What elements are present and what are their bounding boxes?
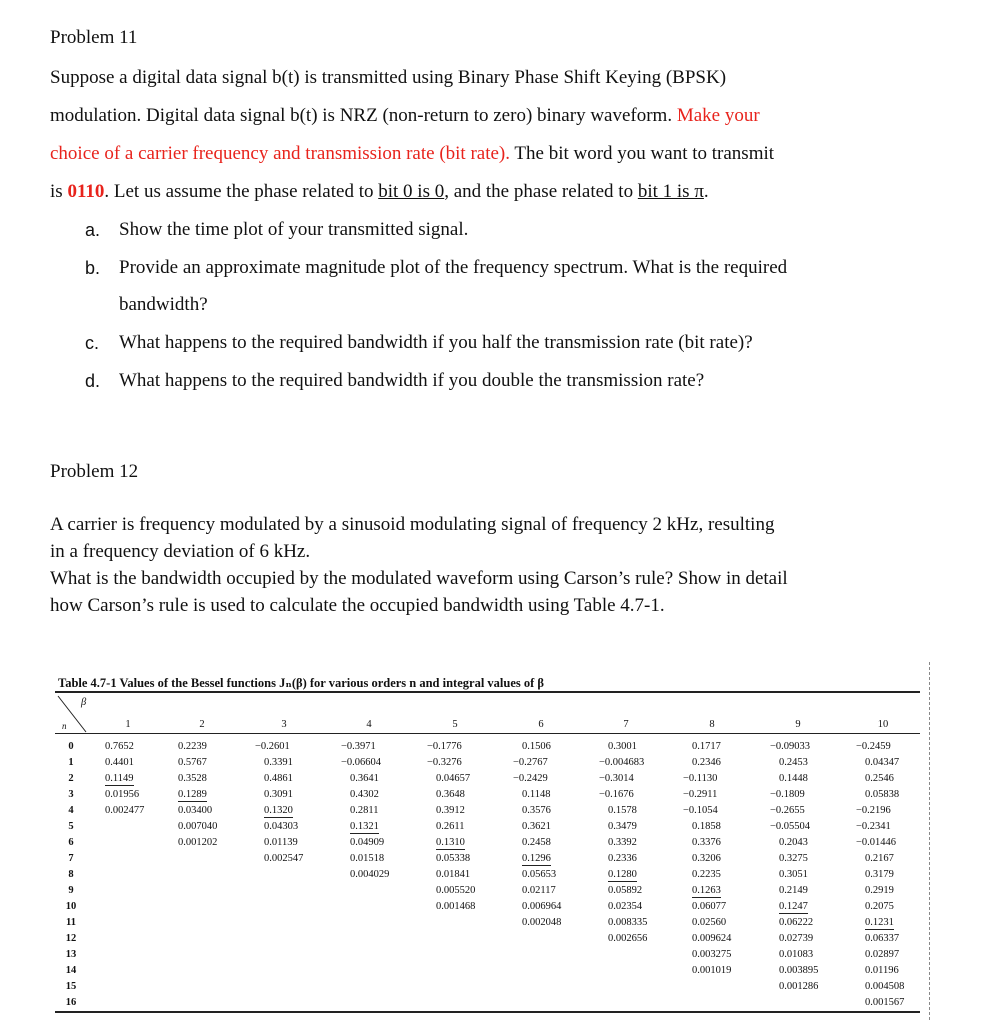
table-cell: 0.005520: [436, 885, 476, 896]
table-cell: 0.1448: [779, 773, 808, 784]
row-index-n: 3: [68, 789, 74, 800]
problem-12-title: Problem 12: [50, 461, 139, 482]
table-cell: 0.002547: [264, 853, 304, 864]
item-a-text: Show the time plot of your transmitted signal.: [119, 219, 469, 240]
table-bottom-rule: [55, 1011, 920, 1013]
row-index-n: 14: [65, 965, 77, 976]
bit-1-phase: bit 1 is π: [637, 181, 704, 202]
table-cell: 0.001567: [865, 997, 905, 1008]
table-cell: 0.2458: [522, 837, 551, 848]
table-cell: −0.2601: [255, 741, 290, 752]
row-index-n: 11: [66, 917, 76, 928]
beta-label: β: [81, 697, 87, 708]
table-cell: 0.04347: [865, 757, 900, 768]
column-header-beta: 4: [366, 719, 372, 730]
row-index-n: 4: [68, 805, 74, 816]
table-cell: 0.002656: [608, 933, 648, 944]
table-cell: 0.02354: [608, 901, 643, 912]
column-header-beta: 8: [709, 719, 715, 730]
table-cell: 0.2239: [178, 741, 207, 752]
table-cell: 0.03400: [178, 805, 213, 816]
row-index-n: 16: [65, 997, 77, 1008]
table-cell: 0.05338: [436, 853, 471, 864]
table-cell: 0.4401: [105, 757, 134, 768]
table-cell: −0.09033: [770, 741, 811, 752]
table-cell: 0.04303: [264, 821, 299, 832]
column-header-beta: 7: [623, 719, 629, 730]
table-cell: 0.003895: [779, 965, 819, 976]
table-cell: 0.3091: [264, 789, 293, 800]
table-cell: 0.06077: [692, 901, 727, 912]
row-index-n: 6: [68, 837, 74, 848]
table-cell: −0.2341: [856, 821, 891, 832]
table-cell: 0.3621: [522, 821, 551, 832]
table-cell: 0.2346: [692, 757, 721, 768]
table-cell: −0.3971: [341, 741, 376, 752]
text: is: [50, 181, 68, 202]
problem-11-title: Problem 11: [50, 27, 138, 48]
text: .: [703, 181, 709, 202]
table-cell: 0.01083: [779, 949, 814, 960]
table-cell: 0.4302: [350, 789, 379, 800]
table-cell: 0.2336: [608, 853, 637, 864]
table-cell: 0.001202: [178, 837, 218, 848]
row-index-n: 1: [68, 757, 74, 768]
table-cell: 0.1310: [436, 837, 465, 848]
table-cell: 0.003275: [692, 949, 732, 960]
row-index-n: 12: [65, 933, 77, 944]
table-cell: −0.3276: [427, 757, 462, 768]
table-cell: 0.1289: [178, 789, 207, 800]
row-index-n: 2: [68, 773, 74, 784]
table-cell: 0.3051: [779, 869, 808, 880]
table-cell: 0.002048: [522, 917, 562, 928]
table-cell: −0.2196: [856, 805, 891, 816]
item-d-text: What happens to the required bandwidth if you double the transmission rate?: [119, 370, 705, 391]
table-cell: 0.001286: [779, 981, 819, 992]
table-cell: 0.2167: [865, 853, 894, 864]
table-cell: −0.1776: [427, 741, 462, 752]
problem-11-line-1: Suppose a digital data signal b(t) is transmitted using Binary Phase Shift Keying (BPSK): [50, 67, 727, 88]
table-cell: 0.3392: [608, 837, 637, 848]
table-cell: 0.1149: [105, 773, 134, 784]
row-index-n: 5: [68, 821, 74, 832]
text: The bit word you want to transmit: [510, 143, 775, 164]
table-cell: −0.2459: [856, 741, 891, 752]
table-cell: −0.1054: [683, 805, 718, 816]
problem-12-line-2: in a frequency deviation of 6 kHz.: [50, 541, 311, 562]
table-cell: 0.009624: [692, 933, 732, 944]
text: modulation. Digital data signal b(t) is NRZ (non-return to zero) binary waveform.: [50, 105, 677, 126]
table-cell: −0.2655: [770, 805, 805, 816]
table-cell: 0.3376: [692, 837, 721, 848]
row-index-n: 10: [65, 901, 77, 912]
table-cell: 0.02560: [692, 917, 727, 928]
problem-12-line-1: A carrier is frequency modulated by a sinusoid modulating signal of frequency 2 kHz, resulting: [50, 514, 775, 535]
table-title: Table 4.7-1 Values of the Bessel functions Jₙ(β) for various orders n and integral values of β: [58, 676, 544, 690]
item-c-letter: c.: [85, 333, 100, 353]
table-cell: 0.001019: [692, 965, 732, 976]
table-cell: 0.3912: [436, 805, 465, 816]
table-cell: 0.05892: [608, 885, 643, 896]
table-cell: 0.001468: [436, 901, 476, 912]
table-cell: −0.1809: [770, 789, 805, 800]
column-header-beta: 2: [199, 719, 205, 730]
highlight-text: Make your: [676, 105, 760, 126]
table-cell: 0.1858: [692, 821, 721, 832]
table-cell: 0.3179: [865, 869, 894, 880]
table-cell: 0.3206: [692, 853, 721, 864]
table-cell: 0.006964: [522, 901, 562, 912]
table-cell: 0.1263: [692, 885, 721, 896]
table-cell: 0.3648: [436, 789, 465, 800]
table-top-rule: [55, 691, 920, 693]
table-cell: 0.7652: [105, 741, 134, 752]
table-cell: 0.2611: [436, 821, 465, 832]
text: , and the phase related to: [444, 181, 638, 202]
table-cell: −0.1130: [683, 773, 718, 784]
row-index-n: 13: [65, 949, 77, 960]
table-cell: 0.2075: [865, 901, 894, 912]
table-cell: 0.3641: [350, 773, 379, 784]
table-header-rule: [55, 733, 920, 734]
table-cell: 0.5767: [178, 757, 207, 768]
table-cell: −0.05504: [770, 821, 811, 832]
problem-12-line-4: how Carson’s rule is used to calculate the occupied bandwidth using Table 4.7-1.: [50, 595, 665, 616]
table-cell: −0.2911: [683, 789, 718, 800]
page-edge-line: [929, 662, 930, 1020]
table-cell: 0.2149: [779, 885, 808, 896]
table-cell: 0.05838: [865, 789, 900, 800]
table-cell: 0.3391: [264, 757, 293, 768]
table-cell: 0.01196: [865, 965, 899, 976]
table-cell: −0.2767: [513, 757, 548, 768]
column-header-beta: 3: [281, 719, 287, 730]
table-cell: 0.2919: [865, 885, 894, 896]
table-cell: 0.1280: [608, 869, 637, 880]
table-cell: 0.02117: [522, 885, 556, 896]
column-header-beta: 6: [538, 719, 544, 730]
bit-word: 0110: [67, 181, 105, 202]
table-cell: 0.2043: [779, 837, 808, 848]
item-a-letter: a.: [85, 220, 101, 240]
table-cell: 0.1231: [865, 917, 894, 928]
table-cell: 0.1296: [522, 853, 551, 864]
table-cell: 0.06222: [779, 917, 814, 928]
item-b-text-cont: bandwidth?: [119, 294, 208, 315]
table-cell: 0.2235: [692, 869, 721, 880]
table-cell: 0.01841: [436, 869, 471, 880]
table-cell: 0.3528: [178, 773, 207, 784]
item-c-text: What happens to the required bandwidth if you half the transmission rate (bit rate)?: [119, 332, 753, 353]
table-cell: 0.3275: [779, 853, 808, 864]
table-cell: 0.008335: [608, 917, 648, 928]
bit-0-phase: bit 0 is 0: [378, 181, 445, 202]
row-index-n: 7: [68, 853, 74, 864]
table-cell: 0.007040: [178, 821, 218, 832]
column-header-beta: 1: [125, 719, 131, 730]
table-cell: 0.2811: [350, 805, 379, 816]
table-cell: 0.01518: [350, 853, 385, 864]
table-cell: −0.004683: [599, 757, 645, 768]
table-cell: 0.01139: [264, 837, 298, 848]
table-cell: 0.004029: [350, 869, 390, 880]
table-cell: −0.06604: [341, 757, 382, 768]
table-cell: 0.05653: [522, 869, 557, 880]
table-cell: 0.1320: [264, 805, 293, 816]
table-cell: 0.1247: [779, 901, 808, 912]
table-cell: 0.4861: [264, 773, 293, 784]
table-cell: 0.04657: [436, 773, 471, 784]
item-d-letter: d.: [85, 371, 101, 391]
table-cell: 0.01956: [105, 789, 140, 800]
table-cell: 0.1717: [692, 741, 721, 752]
row-index-n: 8: [68, 869, 74, 880]
table-cell: 0.3001: [608, 741, 637, 752]
row-index-n: 15: [65, 981, 77, 992]
table-cell: 0.002477: [105, 805, 145, 816]
n-label: n: [62, 721, 67, 731]
table-cell: 0.004508: [865, 981, 905, 992]
highlight-text: choice of a carrier frequency and transmission rate (bit rate).: [50, 143, 510, 164]
table-cell: −0.1676: [599, 789, 634, 800]
table-cell: 0.2453: [779, 757, 808, 768]
column-header-beta: 5: [452, 719, 458, 730]
table-cell: 0.1321: [350, 821, 379, 832]
row-index-n: 9: [68, 885, 74, 896]
problem-12-line-3: What is the bandwidth occupied by the modulated waveform using Carson’s rule? Show in detail: [50, 568, 788, 589]
table-cell: 0.06337: [865, 933, 900, 944]
table-cell: 0.1506: [522, 741, 551, 752]
table-cell: −0.01446: [856, 837, 897, 848]
table-cell: 0.1578: [608, 805, 637, 816]
column-header-beta: 9: [795, 719, 801, 730]
column-header-beta: 10: [877, 719, 889, 730]
table-cell: 0.04909: [350, 837, 385, 848]
table-cell: −0.2429: [513, 773, 548, 784]
item-b-text: Provide an approximate magnitude plot of the frequency spectrum. What is the required: [119, 257, 788, 278]
table-cell: 0.02739: [779, 933, 814, 944]
text: . Let us assume the phase related to: [104, 181, 379, 202]
table-cell: 0.1148: [522, 789, 551, 800]
table-cell: 0.2546: [865, 773, 894, 784]
table-cell: 0.02897: [865, 949, 900, 960]
table-cell: 0.3479: [608, 821, 637, 832]
row-index-n: 0: [68, 741, 74, 752]
item-b-letter: b.: [85, 258, 101, 278]
table-cell: −0.3014: [599, 773, 634, 784]
table-cell: 0.3576: [522, 805, 551, 816]
